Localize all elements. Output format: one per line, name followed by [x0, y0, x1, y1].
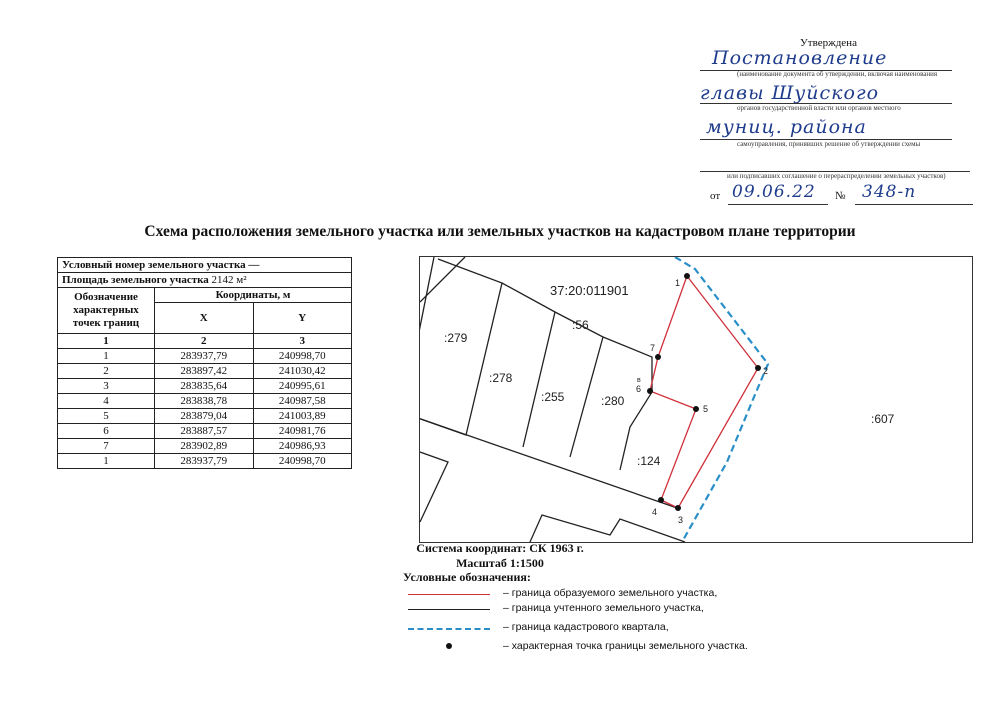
legend-formed-text: – граница образуемого земельного участка, [503, 587, 718, 599]
map-drawing [420, 257, 972, 542]
cond-number-label: Условный номер земельного участка [62, 259, 246, 271]
scale: Масштаб 1:1500 [456, 556, 544, 570]
approval-from-label: от [710, 190, 721, 202]
legend-registered-text: – граница учтенного земельного участка, [503, 602, 704, 614]
index-cell: 1 [58, 334, 155, 349]
point-label-1: 1 [675, 278, 681, 288]
x-cell: 283902,89 [155, 439, 254, 454]
x-cell: 283887,57 [155, 424, 254, 439]
approval-number-label: № [835, 190, 846, 202]
point-label-4: 4 [652, 507, 658, 517]
point-mark-small: в [637, 377, 641, 384]
point-cell: 4 [58, 394, 155, 409]
parcel-label-124: :124 [637, 454, 661, 468]
point-marker-6 [647, 388, 653, 394]
parcel-label-255: :255 [541, 390, 565, 404]
col-point-header: Обозначение характерных точек границ [58, 288, 155, 334]
x-cell: 283838,78 [155, 394, 254, 409]
table-row [58, 454, 352, 469]
y-cell: 240998,70 [253, 454, 352, 469]
table-row [58, 364, 352, 379]
table-row [58, 394, 352, 409]
approval-doc-name: Постановление [712, 47, 888, 69]
col-coords-header: Координаты, м [155, 288, 352, 303]
approval-number: 348-п [862, 182, 917, 202]
table-row [58, 424, 352, 439]
document-title: Схема расположения земельного участка или земельных участков на кадастровом плане территории [144, 223, 856, 240]
x-cell: 283835,64 [155, 379, 254, 394]
approval-district: муниц. района [706, 116, 867, 138]
x-cell: 283897,42 [155, 364, 254, 379]
legend-point-icon [446, 643, 452, 649]
parcel-label-607: :607 [871, 412, 895, 426]
table-row [58, 379, 352, 394]
point-cell: 2 [58, 364, 155, 379]
table-row [58, 409, 352, 424]
parcel-label-280: :280 [601, 394, 625, 408]
point-marker-7 [655, 354, 661, 360]
x-cell: 283937,79 [155, 454, 254, 469]
parcel-edge [530, 515, 685, 542]
approval-title: Утверждена [800, 37, 857, 49]
approval-note-1: (наименование документа об утверждении, включая наименования [737, 70, 938, 78]
col-x-header: X [155, 303, 254, 334]
point-label-6: 6 [636, 384, 642, 394]
point-marker-5 [693, 406, 699, 412]
parcel-label-279: :279 [444, 331, 468, 345]
approval-organ: главы Шуйского [700, 82, 880, 104]
parcel-edge [420, 257, 434, 352]
table-row [58, 349, 352, 364]
legend-title: Условные обозначения: [403, 570, 531, 584]
area-value: 2142 м² [211, 274, 247, 286]
quarter-number: 37:20:011901 [550, 283, 629, 298]
cond-number-value: — [248, 259, 260, 271]
point-label-3: 3 [678, 515, 684, 525]
point-cell: 5 [58, 409, 155, 424]
parcel-edge [420, 452, 448, 522]
x-cell: 283937,79 [155, 349, 254, 364]
parcel-edge [420, 259, 502, 435]
index-cell: 2 [155, 334, 254, 349]
table-row [58, 439, 352, 454]
x-cell: 283879,04 [155, 409, 254, 424]
point-marker-1 [684, 273, 690, 279]
coord-system: Система координат: СК 1963 г. [416, 541, 584, 555]
y-cell: 240998,70 [253, 349, 352, 364]
point-cell: 3 [58, 379, 155, 394]
legend-quarter-line [408, 628, 490, 630]
parcel-label-56: :56 [572, 318, 589, 332]
point-label-5: 5 [703, 404, 709, 414]
y-cell: 240981,76 [253, 424, 352, 439]
y-cell: 240986,93 [253, 439, 352, 454]
parcel-edge [502, 283, 555, 447]
approval-date: 09.06.22 [732, 182, 816, 202]
parcel-edge [555, 312, 603, 457]
point-cell: 1 [58, 349, 155, 364]
point-cell: 1 [58, 454, 155, 469]
point-marker-2 [755, 365, 761, 371]
approval-note-2: органов государственной власти или органов местного [737, 104, 901, 112]
legend-quarter-text: – граница кадастрового квартала, [503, 621, 669, 633]
point-cell: 7 [58, 439, 155, 454]
point-cell: 6 [58, 424, 155, 439]
legend-formed-line [408, 594, 490, 595]
y-cell: 241003,89 [253, 409, 352, 424]
formed-parcel-boundary [650, 276, 758, 508]
legend-registered-line [408, 609, 490, 610]
approval-note-4: или подписавших соглашение о перераспределении земельных участков) [727, 172, 946, 180]
point-marker-4 [658, 497, 664, 503]
legend-point-text: – характерная точка границы земельного участка. [503, 640, 748, 652]
index-cell: 3 [253, 334, 352, 349]
quarter-boundary [675, 257, 768, 542]
point-label-2: 2 [763, 366, 769, 376]
approval-note-3: самоуправления, принявших решение об утверждении схемы [737, 140, 921, 148]
y-cell: 240995,61 [253, 379, 352, 394]
y-cell: 240987,58 [253, 394, 352, 409]
cond-number-cell [58, 258, 352, 273]
parcel-label-278: :278 [489, 371, 513, 385]
area-label: Площадь земельного участка [62, 274, 209, 286]
area-cell [58, 273, 352, 288]
point-label-7: 7 [650, 343, 656, 353]
y-cell: 241030,42 [253, 364, 352, 379]
col-y-header: Y [253, 303, 352, 334]
coordinates-table [57, 257, 352, 469]
cadastral-map [419, 256, 973, 543]
point-marker-3 [675, 505, 681, 511]
